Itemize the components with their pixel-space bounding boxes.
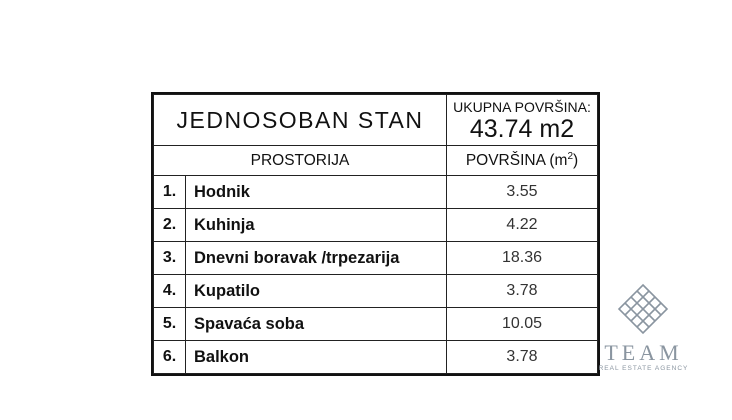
title-cell	[154, 95, 447, 146]
area-column-close: )	[573, 152, 579, 170]
table-title-row	[154, 95, 598, 146]
row-number: 1.	[154, 176, 186, 209]
rooms-column-header	[154, 146, 447, 176]
column-header-row	[154, 146, 598, 176]
total-area-value: 43.74 m2	[469, 115, 575, 143]
room-name: Spavaća soba	[186, 308, 447, 341]
area-table	[153, 94, 598, 374]
logo-tagline: REAL ESTATE AGENCY	[598, 365, 689, 372]
room-area: 10.05	[447, 308, 598, 341]
diamond-lattice-icon	[617, 283, 669, 335]
team-logo	[597, 283, 690, 375]
table-row	[154, 209, 598, 242]
table-row	[154, 275, 598, 308]
area-unit-exponent: 2	[567, 150, 574, 162]
area-column-label: POVRŠINA (m	[465, 152, 568, 170]
apartment-title: JEDNOSOBAN STAN	[176, 106, 424, 133]
area-column-header	[447, 146, 598, 176]
total-area-cell	[447, 95, 598, 146]
room-name: Dnevni boravak /trpezarija	[186, 242, 447, 275]
area-table-frame	[151, 92, 600, 376]
room-name: Kuhinja	[186, 209, 447, 242]
table-row	[154, 242, 598, 275]
table-row	[154, 176, 598, 209]
room-name: Kupatilo	[186, 275, 447, 308]
row-number: 6.	[154, 341, 186, 374]
rooms-column-label: PROSTORIJA	[250, 151, 350, 169]
room-name: Balkon	[186, 341, 447, 374]
room-name: Hodnik	[186, 176, 447, 209]
table-row	[154, 308, 598, 341]
room-area: 3.78	[447, 341, 598, 374]
row-number: 5.	[154, 308, 186, 341]
table-row	[154, 341, 598, 374]
row-number: 2.	[154, 209, 186, 242]
total-area-label: UKUPNA POVRŠINA:	[453, 99, 591, 115]
room-area: 3.55	[447, 176, 598, 209]
logo-name: TEAM	[604, 340, 683, 365]
row-number: 3.	[154, 242, 186, 275]
room-area: 4.22	[447, 209, 598, 242]
row-number: 4.	[154, 275, 186, 308]
room-area: 3.78	[447, 275, 598, 308]
room-area: 18.36	[447, 242, 598, 275]
